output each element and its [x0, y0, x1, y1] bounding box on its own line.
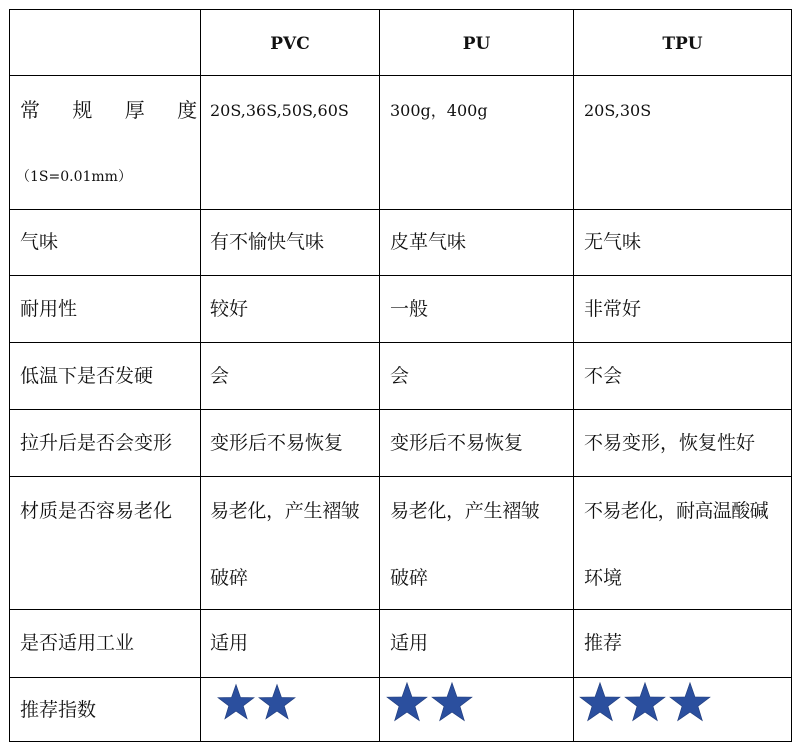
row-label-rating: 推荐指数	[20, 699, 97, 721]
row-label-aging: 材质是否容易老化	[20, 500, 173, 522]
row-label-thickness-unit: （1S=0.01mm）	[16, 169, 132, 185]
header-tpu: TPU	[662, 34, 703, 54]
row-label-low-temp: 低温下是否发硬	[20, 365, 154, 387]
cell-tpu-smell: 无气味	[584, 231, 642, 253]
cell-tpu-durability: 非常好	[584, 298, 642, 320]
cell-pvc-durability: 较好	[210, 298, 249, 320]
star-icon	[624, 681, 666, 723]
star-icon	[386, 681, 428, 723]
cell-pu-aging-line1: 易老化，产生褶皱	[390, 500, 540, 522]
row-label-industrial: 是否适用工业	[20, 632, 135, 654]
cell-pu-low-temp: 会	[390, 365, 410, 387]
cell-tpu-low-temp: 不会	[584, 365, 623, 387]
cell-tpu-aging-line1: 不易老化，耐高温酸碱	[584, 500, 769, 522]
star-icon	[579, 681, 621, 723]
cell-tpu-aging-line2: 环境	[584, 567, 623, 589]
cell-pu-durability: 一般	[390, 298, 429, 320]
cell-pvc-smell: 有不愉快气味	[210, 231, 325, 253]
cell-pu-deformation: 变形后不易恢复	[390, 432, 524, 454]
row-label-deformation: 拉升后是否会变形	[20, 432, 173, 454]
star-icon	[217, 683, 255, 721]
cell-tpu-industrial: 推荐	[584, 632, 623, 654]
row-label-thickness: 常 规 厚 度	[20, 98, 204, 122]
row-label-smell: 气味	[20, 231, 59, 253]
star-icon	[669, 681, 711, 723]
cell-tpu-thickness: 20S,30S	[584, 101, 652, 120]
cell-pu-industrial: 适用	[390, 632, 429, 654]
cell-pvc-industrial: 适用	[210, 632, 249, 654]
cell-pu-thickness: 300g，400g	[390, 101, 488, 120]
star-icon	[431, 681, 473, 723]
cell-pvc-aging-line1: 易老化，产生褶皱	[210, 500, 360, 522]
row-label-durability: 耐用性	[20, 298, 78, 320]
cell-pvc-thickness: 20S,36S,50S,60S	[210, 101, 349, 120]
header-pvc: PVC	[270, 34, 310, 54]
header-pu: PU	[462, 34, 491, 54]
cell-pvc-aging-line2: 破碎	[210, 567, 249, 589]
cell-pu-aging-line2: 破碎	[390, 567, 429, 589]
cell-pu-smell: 皮革气味	[390, 231, 467, 253]
star-icon	[258, 683, 296, 721]
cell-pvc-deformation: 变形后不易恢复	[210, 432, 344, 454]
cell-tpu-deformation: 不易变形，恢复性好	[584, 432, 756, 454]
cell-pvc-low-temp: 会	[210, 365, 230, 387]
